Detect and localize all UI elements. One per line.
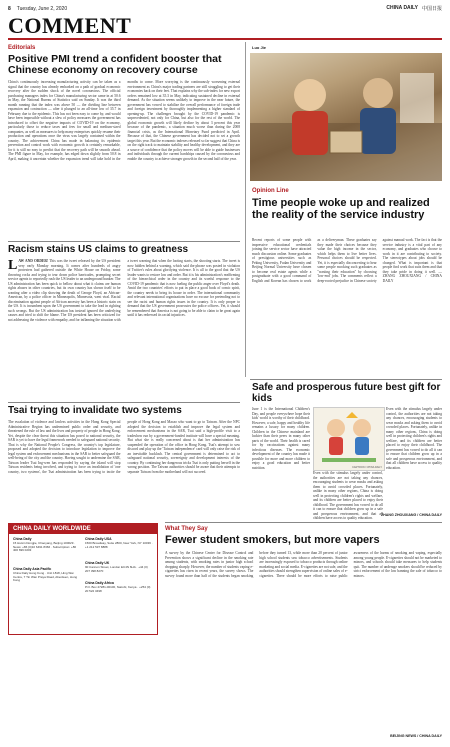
section-rule bbox=[8, 38, 442, 40]
office-5 bbox=[85, 582, 153, 593]
section-title: COMMENT bbox=[8, 13, 132, 38]
whatsay-signature: BEIJING NEWS / CHINA DAILY bbox=[390, 734, 442, 738]
office-detail: 15 Huixin Dongjie, Chaoyang, Beijing 100029 · News: +86 (0)10 6491 8366 · Subscription: +86 400 699 0203 bbox=[13, 540, 77, 553]
office-detail: 90 Cannon Street, London EC4N 6HA · +44 (0) 207 398 8270 bbox=[85, 564, 148, 573]
issue-date: Tuesday, June 2, 2020 bbox=[16, 5, 68, 12]
page-number: 8 bbox=[8, 5, 11, 12]
office-name: China Daily Africa bbox=[85, 581, 114, 585]
divider bbox=[8, 241, 240, 242]
editorial-third-headline: Tsai trying to invalidate two systems bbox=[8, 405, 182, 416]
safe-body-right-text: Even with the stimulus largely under control, the authorities are not taking any chances, encouraging students to wear masks and asking them to avoid crowded places. Fortunately, unlike in many other regions, China is doing well in protecting children's rights and welfare, and its children are better placed to enjoy their childhood. The government has vowed to do all it can to ensure that children grow up in a safe and prosperous environment, and that all children have access to quality education. bbox=[386, 407, 442, 470]
opinion-kicker: Opinion Line bbox=[252, 188, 289, 194]
dropcap: L bbox=[8, 258, 18, 273]
editorial-main-body: China's continuously increasing manufacturing activity can be taken as a signal that the country has already embarked on a path of gradual economic recovery after the sudden shock of the novel coronavirus. The official purchasing managers index for China's manufacturing sector came in at 50.6 in May, the National Bureau of Statistics said on Sunday. It was the third month running that the index was above 50 — the dividing line between expansion and contraction — after it plunged to an all-time low of 35.7 in February due to the epidemic. This has not been easy to come by, and would have been impossible without a slew of policy measures the government has introduced to offset the negative impacts of COVID-19 on the economy, particularly those to reduce taxes and fees for small and medium-sized companies, as well as measures to help many enterprises quickly resume their production and operations once the virus was largely contained within the country. The achievement China has made in balancing its epidemic prevention and control work with economic growth is certainly remarkable, for it is still no easy to predict that the recovery path will be smooth ahead. The PMI figure in May, for example, has edged down slightly from 50.8 in April, making it uncertain whether the expansion trend will take hold in the months to come. More worrying is the continuously worsening external environment as China's major trading partners are still struggling to get their economies back on their feet. That explains why the sub-index for new export orders remained low at 35.3 in May, indicating sustained decline in external demand. As the situation seems unlikely to improve in the near future, the government has vowed to stabilize the overall performance of foreign trade and foreign investment by thoroughly implementing a higher standard of opening-up. The challenges brought by the COVID-19 pandemic is unprecedented, not only for China, but also for the rest of the world. The global economic growth will likely decline by about 3 percent this year because of the pandemic, a situation much worse than during the 2008 financial crisis, as the International Monetary Fund predicted in April. Because of that, the Chinese government has decided not to set a growth target this year. But the economic indexes released so far suggest that China is on the right track to maintain stability and healthy development, and they are a source of confidence that the policy moves will be able to guide businesses and individuals through the current hardships caused by the coronavirus and enable the country to achieve stronger growth in the second half of the year. bbox=[8, 80, 241, 161]
office-detail: 1500 Broadway, Suite 2800, New York, NY 10036 · +1 212 537 8888 bbox=[85, 540, 153, 549]
cartoon-caption: CARTOON / CHINA DAILY bbox=[352, 466, 382, 469]
editorial-main-headline: Positive PMI trend a confident booster that Chinese economy on recovery course bbox=[8, 53, 222, 77]
brand-name-cn: 中国日报 bbox=[421, 6, 442, 12]
editorial-second-body bbox=[8, 259, 240, 398]
office-name: China Daily UK bbox=[85, 561, 110, 565]
editorial-second-headline: Racism stains US claims to greatness bbox=[8, 244, 189, 255]
cartoon-image bbox=[313, 407, 385, 471]
office-name: China Daily Asia Pacific bbox=[13, 567, 52, 571]
safe-headline: Safe and prosperous future best gift for kids bbox=[252, 382, 441, 404]
safe-signature: ZHANG ZHOUXIANG / CHINA DAILY bbox=[380, 513, 442, 517]
safe-body-right bbox=[386, 407, 442, 511]
editorial-second-text: This was the tweet released by the US president very early Monday morning. It comes after hundreds of angry protesters had gathered outside the White House on Friday, some throwing rocks and trying to tear down police barricades, prompting secret service agents to reportedly rush the US leader to an underground bunker. The US administration has been quick to bellow about what it claims are human rights abuses in other countries, but its own country has shown itself to be wanting after a video clip showing the death of George Floyd, an African-American, by a police officer in Minneapolis, Minnesota, went viral. Racial discrimination against people of African ancestry has been a historic stain on the US. It is incumbent upon the US government to take the lead in righting such wrongs. But the US administration has instead ignored the underlying causes and tried to shift the blame. The US president has been criticized for not addressing the violence with empathy, and for inflaming the situation with a tweet warning that when the looting starts, the shooting starts. The tweet is now hidden behind a warning, which said the phrase was posted in violation of Twitter's rules about glorifying violence. It is all to the good that the US leader wants to restore law and order. But it is his administration's reaffirming of the hierarchical order in the country and its woeful response to the COVID-19 pandemic that is now fueling the public anger over Floyd's death. Amid the two countries' efforts to put in place a good book of comic spirit, the country needs to bring its house in order. The international community and relevant international organizations have no excuse for pretending not to see the racist and human rights issues in the country. It is only proper to demand that the US government prosecutes the police officers. Yet, it should be remembered that America is not going to be able to claim to be great again until it has redressed its racial injustices. bbox=[8, 259, 240, 322]
whatsay-body: A survey by the Chinese Center for Disease Control and Prevention shows a significant decline in the smoking rate among students, with smoking rates in junior high school dropping sharply. However, the number of students vaping e-cigarettes has risen in recent years, the survey shows. The survey found more than half of the students began smoking before they turned 13, while more than 20 percent of junior high school students saw tobacco advertisements. Students are increasingly exposed to tobacco products through online marketing and social media. E-cigarettes are not safe, and the authorities should strengthen supervision of online sales of e-cigarettes. There should be more efforts to raise public awareness of the harms of smoking and vaping, especially among young people. E-cigarettes should not be marketed to minors, and schools should take measures to help students quit. The number of underage smokers should be reduced by strict enforcement of the law banning the sale of tobacco to minors. bbox=[165, 551, 442, 578]
whatsay-headline: Fewer student smokers, but more vapers bbox=[165, 534, 380, 546]
opinion-body: Recent reports of some people with impressive educational credentials joining the service sector have attracted much discussion online. Some graduates of prestigious universities such as Peking University, Fudan University and Beijing Normal University have chosen to become real estate agents while a postgraduate with a good command of English and Korean has chosen to work as a deliveryman. These graduates say they made their choices because they value the high income in the sector, which helps them to live better lives. Personal choices should be respected. Yet, it is especially disconcerting to hear some people mocking such graduates as "wasting their education" by choosing 'low-end' jobs. The comments reflect a deep-rooted prejudice in Chinese society against manual work. The fact is that the service industry is a vital part of any economy, and graduates who choose to work in it are contributing to society. The stereotypes about jobs should be changed. What is important is that people find work that suits them and that they take pride in doing it well. — ZHANG ZHOUXIANG / CHINA DAILY bbox=[252, 238, 442, 283]
office-name: China Daily bbox=[13, 537, 32, 541]
opinion-headline: Time people woke up and realized the reality of the service industry bbox=[252, 197, 430, 221]
children-cartoon-icon bbox=[314, 408, 384, 470]
author-name: Luo Jie bbox=[252, 45, 267, 50]
office-detail: China Daily Hong Kong · Unit 1818, Hing Wai Centre, 7 Tin Wan Praya Road, Aberdeen, Hong Kong bbox=[13, 570, 78, 583]
divider bbox=[8, 402, 240, 403]
contact-box bbox=[8, 523, 158, 635]
page-header bbox=[8, 4, 442, 13]
safe-body-left: June 1 is the International Children's Day, and people everywhere hope their kids' world is worthy of their childhood. However, a safe, happy and healthy life remains a luxury for many children. Children in the Chinese mainland are luckier than their peers in many other parts of the world. Their health is cared for by vaccinations against many infectious diseases. The economic development of the country has made it possible for more and more children to enjoy a good education and better nutrition. bbox=[252, 407, 310, 470]
safe-body-mid: Even with the stimulus largely under control, the authorities are not taking any chances, encouraging students to wear masks and asking them to avoid crowded places. Fortunately, unlike in many other regions, China is doing well in protecting children's rights and welfare, and its children are better placed to enjoy their childhood. The government has vowed to do all it can to ensure that children grow up in a safe and prosperous environment, and that all children have access to quality education. bbox=[313, 471, 383, 520]
divider bbox=[250, 379, 442, 380]
contact-brand: CHINA DAILY WORLDWIDE bbox=[9, 524, 157, 534]
column-divider bbox=[245, 42, 246, 377]
editorial-second-lead: AW AND ORDER! bbox=[18, 259, 49, 263]
office-3 bbox=[13, 568, 81, 583]
brand-name: CHINA DAILY bbox=[386, 5, 418, 11]
office-4 bbox=[85, 562, 153, 573]
divider bbox=[165, 522, 442, 523]
office-2 bbox=[85, 538, 153, 549]
illustration-image bbox=[250, 53, 442, 181]
delivery-scene-icon bbox=[250, 53, 442, 181]
whatsay-kicker: What They Say bbox=[165, 526, 208, 532]
office-1 bbox=[13, 538, 81, 553]
editorial-third-body: The escalation of violence and lawless activities in the Hong Kong Special Administrative Region has undermined public order and security, and threatened the rule of law and the lives and property of people in Hong Kong. Yet, despite the clear threat this situation has posed to national security, the SAR is yet to have the legal framework needed to safeguard national security. That is why the National People's Congress, the country's top legislature, proposed and adopted the decision to introduce legislation to improve the legal system and enforcement mechanisms in the SAR to better safeguard the well-being of the city and the country. Having sought to undermine the SAR, Taiwan leader Tsai Ing-wen has responded by saying the island will stop Taiwan residents being involved, and trying to force an invalidation of 'one country, two systems', the Tsai administration has been trying to incite the people of Hong Kong and Macao who want to go to Taiwan. After the NPC adopted the decision to establish and improve the legal system and enforcement mechanisms in the SAR, Tsai said a high-profile visit to a tradeshow run by a government-funded institute will have a special meaning. But what she is really concerned about is that her administration has suspended the operation of the office in Hong Kong. Tsai's attempt to sow discord and play up the 'Taiwan independence' card will only raise the risk of an inevitable backlash. The central government is determined to act to safeguard national security, sovereignty and development interests of the country. By continuing her dangerous tricks Tsai is only putting herself in the wrong position. The Taiwan authorities should be aware that their attempts to separate Taiwan from the motherland will not succeed. bbox=[8, 420, 240, 474]
office-name: China Daily USA bbox=[85, 537, 112, 541]
office-detail: P.O. Box 27281-00100, Nairobi, Kenya · +254 (0) 20 522 3498 bbox=[85, 584, 151, 593]
editorials-kicker: Editorials bbox=[8, 45, 36, 51]
